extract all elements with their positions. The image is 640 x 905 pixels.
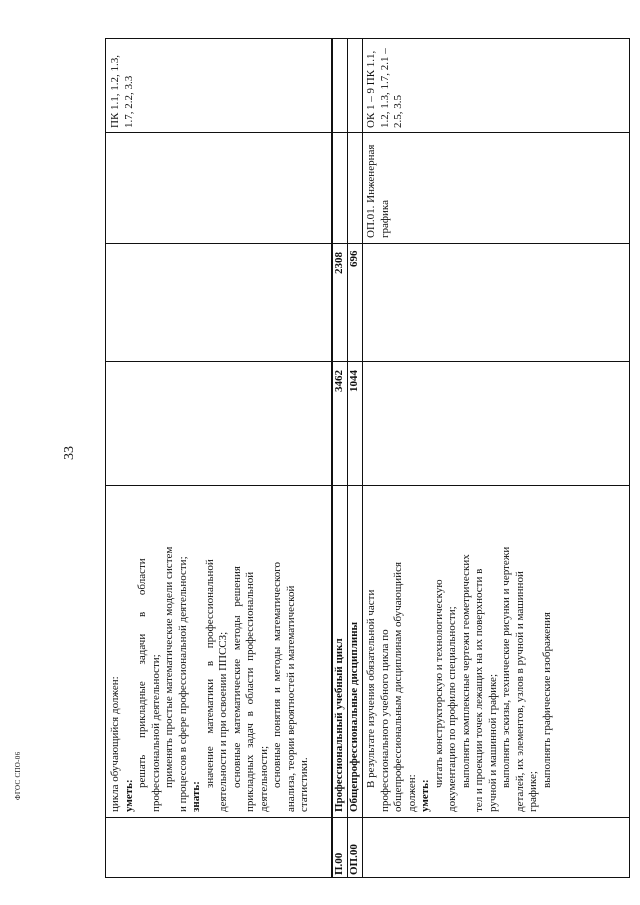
text-line: документацию по профилю специальности; [446,606,458,812]
engineering-knowledge-cell [365,490,554,812]
text-line: деятельности; [257,745,270,812]
text-line: цикла обучающийся должен: [109,676,121,812]
text-line: деятельности и при освоении ППССЗ; [217,631,229,812]
col-divider [105,485,630,486]
text-line: общепрофессиональным дисциплинам обучающийся [392,561,404,812]
math-knowledge-cell [109,490,312,812]
text-line: значение математики в профессиональной [203,559,216,788]
col-divider [105,38,630,39]
text-line: выполнять эскизы, технические рисунки и чертежи [500,546,512,788]
text-line: основные понятия и методы математического [271,562,283,788]
col-divider [105,361,630,362]
general-prof-index: ОП.00 [348,844,360,875]
prof-cycle-required: 2308 [333,252,345,274]
text-line: графике; [527,771,539,812]
general-prof-required: 696 [348,250,360,267]
table-border-top [105,38,106,878]
footer-code: ФГОС СПО-06 [14,751,22,800]
text-line: тел и проекции точек лежащих на их поверхности в [473,568,485,812]
text-line: знать: [190,781,202,812]
prof-cycle-index: П.00 [333,852,345,875]
rotated-table [105,38,630,878]
text-line: основные математические методы решения [230,566,243,788]
text-line: уметь: [419,779,431,812]
text-line: решать прикладные задачи в области [136,558,148,788]
engineering-discipline: ОП.01. Инженерная графика [365,144,391,238]
text-line: деталей, их элементов, узлов в ручной и машинной [513,571,526,812]
text-line: применять простые математические модели систем [163,546,175,788]
table-border-bottom [629,38,630,878]
prof-cycle-max: 3462 [333,370,345,392]
prof-cycle-name: Профессиональный учебный цикл [333,638,345,812]
col-divider [105,877,630,878]
text-line: должен: [405,774,418,812]
col-divider [105,817,630,818]
text-line: уметь: [122,779,135,812]
text-line: и процессов в сфере профессиональной деятельности; [176,556,189,812]
text-line: анализа, теории вероятностей и математической [284,585,297,812]
text-line: статистики. [298,757,310,812]
text-line: выполнять комплексные чертежи геометрических [459,554,472,788]
text-line: профессионального учебного цикла по [378,629,391,812]
text-line: ручной и машинной графике; [486,674,499,812]
text-line: профессиональной деятельности; [149,654,162,812]
text-line: выполнять графические изображения [540,612,553,788]
general-prof-max: 1044 [348,370,360,392]
math-competencies: ПК 1.1, 1.2, 1.3, 1.7, 2.2, 3.3 [109,54,135,128]
col-divider [105,132,630,133]
page-number: 33 [62,446,77,460]
text-line: прикладных задач в области профессиональной [244,571,256,812]
engineering-competencies: ОК 1 – 9 ПК 1.1, 1.2, 1.3, 1.7, 2.1 – 2.5, 3.5 [365,48,404,128]
curriculum-table [105,38,630,878]
text-line: В результате изучения обязательной части [365,589,377,788]
text-line: читать конструкторскую и технологическую [432,579,445,788]
col-divider [105,243,630,244]
row-divider [362,38,363,878]
general-prof-name: Общепрофессиональные дисциплины [348,621,360,812]
